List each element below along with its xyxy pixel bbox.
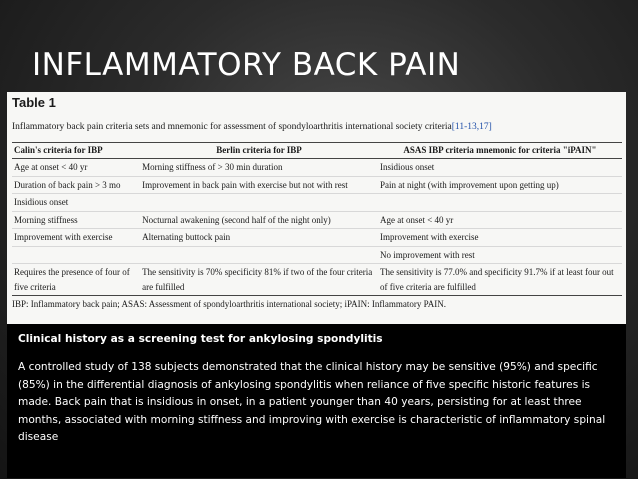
clinical-history-box (7, 324, 626, 478)
criteria-table (12, 142, 622, 296)
column-header-berlin: Berlin criteria for IBP (140, 143, 378, 159)
table-cell: The sensitivity is 77.0% and specificity 91.7% if at least four out of five criteria are fulfilled (378, 264, 622, 296)
criteria-table-figure (7, 92, 626, 324)
table-cell: Improvement in back pain with exercise but not with rest (140, 176, 378, 194)
info-body: A controlled study of 138 subjects demonstrated that the clinical history may be sensitive (95%) and specific (85%) in the differential diagnosis of ankylosing spondylitis when reliance of five specific historic features is made. Back pain that is insidious in onset, in a patient younger than 40 years, persisting for at least three months, associated with morning stiffness and improving with exercise is characteristic of inflammatory spinal disease (18, 361, 606, 444)
table-cell (140, 246, 378, 264)
table-row (12, 211, 622, 229)
table-cell (140, 194, 378, 212)
table-footnote: IBP: Inflammatory back pain; ASAS: Assessment of spondyloarthritis international society; iPAIN: Inflammatory PAIN. (12, 299, 447, 309)
table-cell: No improvement with rest (378, 246, 622, 264)
table-cell: Age at onset < 40 yr (378, 211, 622, 229)
table-label: Table 1 (12, 95, 56, 110)
table-cell: The sensitivity is 70% specificity 81% if two of the four criteria are fulfilled (140, 264, 378, 296)
table-row (12, 194, 622, 212)
table-row (12, 159, 622, 177)
table-cell: Requires the presence of four of five criteria (12, 264, 140, 296)
table-row (12, 176, 622, 194)
table-cell (12, 246, 140, 264)
table-caption (12, 122, 622, 133)
table-cell: Morning stiffness of > 30 min duration (140, 159, 378, 177)
table-row (12, 264, 622, 296)
table-cell: Alternating buttock pain (140, 229, 378, 247)
table-cell: Insidious onset (378, 159, 622, 177)
table-cell: Morning stiffness (12, 211, 140, 229)
table-row (12, 229, 622, 247)
info-heading: Clinical history as a screening test for ankylosing spondylitis (18, 333, 383, 345)
table-header-row (12, 143, 622, 159)
table-cell: Pain at night (with improvement upon getting up) (378, 176, 622, 194)
slide-title: INFLAMMATORY BACK PAIN (32, 47, 461, 83)
table-cell (378, 194, 622, 212)
column-header-asas: ASAS IBP criteria mnemonic for criteria "iPAIN" (378, 143, 622, 159)
table-cell: Duration of back pain > 3 mo (12, 176, 140, 194)
table-row (12, 246, 622, 264)
table-cell: Improvement with exercise (12, 229, 140, 247)
table-cell: Nocturnal awakening (second half of the night only) (140, 211, 378, 229)
table-cell: Improvement with exercise (378, 229, 622, 247)
table-cell: Insidious onset (12, 194, 140, 212)
table-caption-text: Inflammatory back pain criteria sets and mnemonic for assessment of spondyloarthritis international society criteria (12, 122, 452, 132)
reference-link[interactable]: [11-13,17] (451, 122, 492, 132)
column-header-calin: Calin's criteria for IBP (12, 143, 140, 159)
table-cell: Age at onset < 40 yr (12, 159, 140, 177)
